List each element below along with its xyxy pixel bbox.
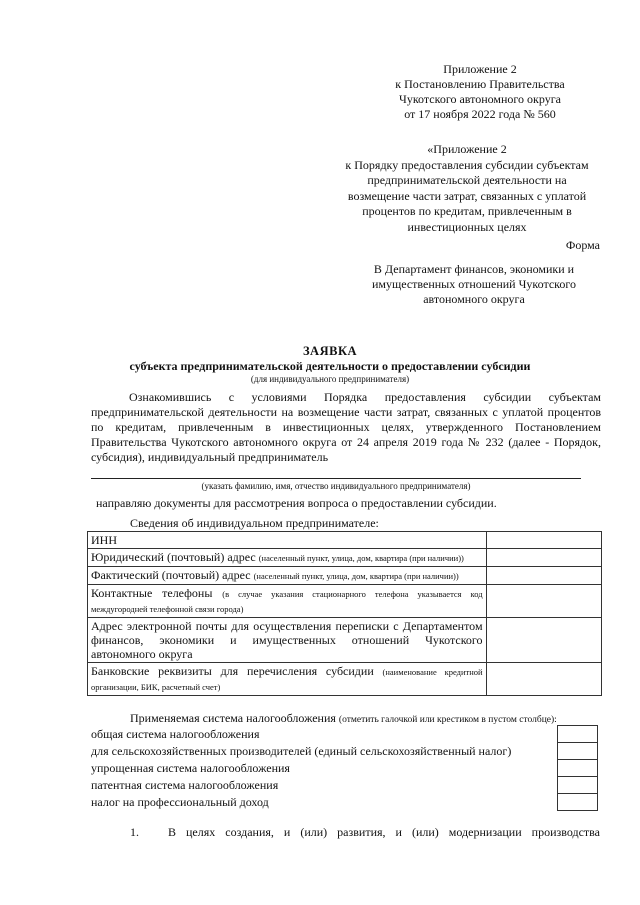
attachment-sub-line1: «Приложение 2 xyxy=(427,142,507,156)
actual-address-text: Фактический (почтовый) адрес xyxy=(91,568,251,582)
list-item xyxy=(91,742,611,759)
actual-address-value-cell[interactable] xyxy=(486,567,601,585)
attachment-main-header xyxy=(360,62,600,122)
email-text: Адрес электронной почты для осуществления переписки с Департаментом финансов, экономики и имущественных отношений Чукотского автономного округа xyxy=(91,619,483,661)
attachment-main-line1: Приложение 2 xyxy=(443,62,517,76)
intro-paragraph: Ознакомившись с условиями Порядка предоставления субсидии субъектам предпринимательской деятельности на возмещение части затрат, связанных с уплатой процентов по кредитам, привлеченным в инвестиционных целях, утвержденного Постановлением Правительства Чукотского автономного округа от 24 апреля 2019 года № 232 (далее - Порядок, субсидия), индивидуальный предприниматель xyxy=(91,390,601,464)
table-row xyxy=(88,567,602,585)
phones-text: Контактные телефоны xyxy=(91,586,213,600)
document-subtitle: субъекта предпринимательской деятельности о предоставлении субсидии xyxy=(129,359,531,373)
attachment-sub-line5: процентов по кредитам, привлеченным в xyxy=(362,204,572,218)
tax-checkbox-agricultural[interactable] xyxy=(557,742,598,759)
point-1-text: В целях создания, и (или) развития, и (или) модернизации производства xyxy=(168,825,600,839)
attachment-sub-line6: инвестиционных целях xyxy=(407,219,527,234)
tax-option-agricultural: для сельскохозяйственных производителей (единый сельскохозяйственный налог) xyxy=(91,744,512,758)
legal-address-label xyxy=(88,549,487,567)
tax-intro-text: Применяемая система налогообложения xyxy=(130,711,336,725)
tax-system-intro xyxy=(130,711,610,726)
attachment-main-line2: к Постановлению Правительства xyxy=(395,77,565,91)
table-row xyxy=(88,549,602,567)
phones-value-cell[interactable] xyxy=(486,585,601,618)
tax-checkbox-simplified[interactable] xyxy=(557,759,598,776)
attachment-sub-header xyxy=(326,142,608,235)
table-row xyxy=(88,663,602,696)
attachment-sub-line3: предпринимательской деятельности на xyxy=(367,173,567,187)
addressee-line3: автономного округа xyxy=(423,292,525,306)
bank-value-cell[interactable] xyxy=(486,663,601,696)
fio-input-line[interactable] xyxy=(91,478,581,479)
phones-label xyxy=(88,585,487,618)
fio-note: (указать фамилию, имя, отчество индивидуального предпринимателя) xyxy=(201,481,471,491)
document-title: ЗАЯВКА xyxy=(302,344,358,358)
list-item xyxy=(91,776,611,793)
table-row xyxy=(88,618,602,663)
inn-label-text: ИНН xyxy=(91,533,117,547)
table-row xyxy=(88,585,602,618)
tax-option-simplified: упрощенная система налогообложения xyxy=(91,761,290,775)
legal-address-value-cell[interactable] xyxy=(486,549,601,567)
tax-checkbox-professional[interactable] xyxy=(557,793,598,811)
bank-label xyxy=(88,663,487,696)
document-subtitle-note: (для индивидуального предпринимателя) xyxy=(250,374,410,384)
entrepreneur-info-table xyxy=(87,531,602,696)
tax-checkbox-patent[interactable] xyxy=(557,776,598,793)
tax-checkbox-general[interactable] xyxy=(557,725,598,742)
bank-note: (наименование кредитной организации, БИК, расчетный счет) xyxy=(91,667,483,692)
addressee-line2: имущественных отношений Чукотского xyxy=(371,277,577,291)
legal-address-text: Юридический (почтовый) адрес xyxy=(91,550,256,564)
attachment-main-line3: Чукотского автономного округа xyxy=(399,92,561,106)
inn-value-cell[interactable] xyxy=(486,532,601,549)
tax-option-general: общая система налогообложения xyxy=(91,727,260,741)
attachment-sub-line2: к Порядку предоставления субсидии субъектам xyxy=(345,157,589,172)
email-label xyxy=(88,618,487,663)
direction-text: направляю документы для рассмотрения вопроса о предоставлении субсидии. xyxy=(96,496,497,510)
info-heading: Сведения об индивидуальном предпринимателе: xyxy=(130,516,379,530)
tax-option-professional: налог на профессиональный доход xyxy=(91,795,269,809)
email-value-cell[interactable] xyxy=(486,618,601,663)
attachment-main-line4: от 17 ноября 2022 года № 560 xyxy=(404,107,556,121)
attachment-sub-line4: возмещение части затрат, связанных с уплатой xyxy=(347,188,587,203)
addressee-block xyxy=(340,262,608,307)
list-item xyxy=(91,759,611,776)
phones-note: (в случае указания стационарного телефона указывается код междугородней телефонной связи города) xyxy=(91,589,483,614)
actual-address-note: (населенный пункт, улица, дом, квартира (при наличии)) xyxy=(253,571,459,581)
point-1-number: 1. xyxy=(130,825,139,839)
addressee-line1: В Департамент финансов, экономики и xyxy=(373,262,575,276)
tax-intro-note: (отметить галочкой или крестиком в пустом столбце): xyxy=(338,715,557,725)
table-row xyxy=(88,532,602,549)
tax-option-patent: патентная система налогообложения xyxy=(91,778,279,792)
actual-address-label xyxy=(88,567,487,585)
legal-address-note: (населенный пункт, улица, дом, квартира (при наличии)) xyxy=(258,553,464,563)
bank-text: Банковские реквизиты для перечисления субсидии xyxy=(91,664,374,678)
tax-system-list xyxy=(91,725,611,810)
list-item xyxy=(91,725,611,742)
form-label: Форма xyxy=(565,238,600,252)
inn-label xyxy=(88,532,487,549)
list-item xyxy=(91,793,611,810)
